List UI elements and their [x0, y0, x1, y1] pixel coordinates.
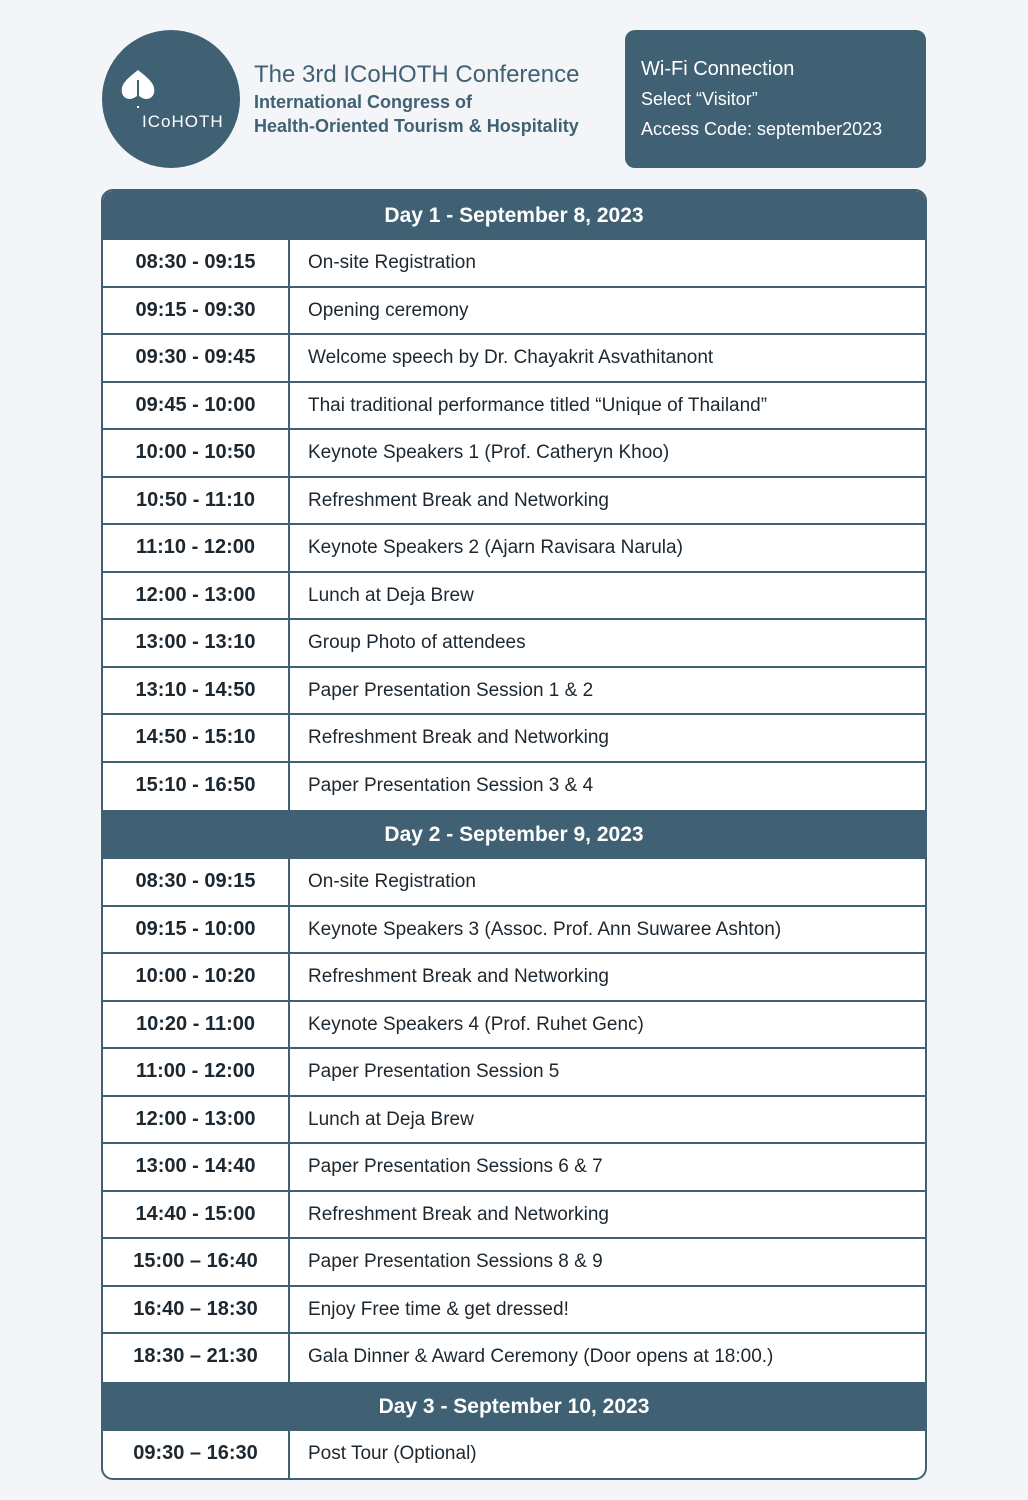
- time-cell: 11:10 - 12:00: [103, 525, 290, 571]
- time-cell: 09:30 – 16:30: [103, 1431, 290, 1479]
- event-cell: Lunch at Deja Brew: [308, 1108, 474, 1130]
- event-cell: On-site Registration: [308, 252, 476, 273]
- time-cell: 13:00 - 13:10: [103, 620, 290, 666]
- event-cell: Welcome speech by Dr. Chayakrit Asvathitanont: [308, 347, 714, 368]
- table-row: [103, 1002, 925, 1050]
- table-row: [103, 335, 925, 383]
- time-cell: 14:40 - 15:00: [103, 1192, 290, 1238]
- title-block: [254, 60, 579, 138]
- table-row: [103, 240, 925, 288]
- event-cell: Gala Dinner & Award Ceremony (Door opens at 18:00.): [308, 1346, 774, 1367]
- time-cell: 10:00 - 10:20: [103, 954, 290, 1000]
- event-cell: Paper Presentation Session 3 & 4: [308, 774, 594, 796]
- table-row: [103, 1334, 925, 1382]
- event-cell: Keynote Speakers 3 (Assoc. Prof. Ann Suwaree Ashton): [308, 918, 782, 940]
- time-cell: 12:00 - 13:00: [103, 1097, 290, 1143]
- table-row: [103, 1431, 925, 1479]
- table-row: [103, 478, 925, 526]
- table-row: [103, 1192, 925, 1240]
- time-cell: 10:20 - 11:00: [103, 1002, 290, 1048]
- wifi-title: Wi-Fi Connection: [641, 58, 795, 80]
- table-row: [103, 383, 925, 431]
- event-cell: Paper Presentation Sessions 8 & 9: [308, 1251, 603, 1272]
- leaf-icon: [118, 68, 158, 108]
- wifi-select: Select “Visitor”: [641, 89, 758, 109]
- table-row: [103, 715, 925, 763]
- table-row: [103, 907, 925, 955]
- table-row: [103, 620, 925, 668]
- event-cell: Post Tour (Optional): [308, 1442, 477, 1464]
- event-cell: Lunch at Deja Brew: [308, 584, 474, 606]
- time-cell: 08:30 - 09:15: [103, 859, 290, 905]
- table-row: [103, 763, 925, 811]
- event-cell: Refreshment Break and Networking: [308, 966, 609, 987]
- conference-subtitle-line2: Health-Oriented Tourism & Hospitality: [254, 116, 579, 136]
- time-cell: 09:15 - 09:30: [103, 288, 290, 334]
- time-cell: 18:30 – 21:30: [103, 1334, 290, 1382]
- time-cell: 13:10 - 14:50: [103, 668, 290, 714]
- table-row: [103, 668, 925, 716]
- table-row: [103, 288, 925, 336]
- time-cell: 08:30 - 09:15: [103, 240, 290, 286]
- day-header: Day 1 - September 8, 2023: [103, 191, 925, 240]
- time-cell: 10:00 - 10:50: [103, 430, 290, 476]
- event-cell: Opening ceremony: [308, 299, 469, 321]
- event-cell: Group Photo of attendees: [308, 632, 526, 653]
- event-cell: Paper Presentation Session 1 & 2: [308, 679, 594, 701]
- table-row: [103, 573, 925, 621]
- time-cell: 11:00 - 12:00: [103, 1049, 290, 1095]
- event-cell: Refreshment Break and Networking: [308, 1203, 609, 1225]
- table-row: [103, 1239, 925, 1287]
- table-row: [103, 954, 925, 1002]
- event-cell: Paper Presentation Session 5: [308, 1061, 560, 1082]
- schedule-table: [101, 189, 927, 1480]
- table-row: [103, 525, 925, 573]
- time-cell: 09:15 - 10:00: [103, 907, 290, 953]
- conference-title: The 3rd ICoHOTH Conference: [254, 61, 580, 88]
- table-row: [103, 1049, 925, 1097]
- event-cell: Thai traditional performance titled “Unique of Thailand”: [308, 394, 768, 416]
- event-cell: Keynote Speakers 1 (Prof. Catheryn Khoo): [308, 442, 670, 463]
- conference-subtitle-line1: International Congress of: [254, 92, 473, 112]
- time-cell: 13:00 - 14:40: [103, 1144, 290, 1190]
- table-row: [103, 859, 925, 907]
- time-cell: 09:30 - 09:45: [103, 335, 290, 381]
- page-header: [0, 0, 1028, 190]
- event-cell: Paper Presentation Sessions 6 & 7: [308, 1156, 603, 1177]
- event-cell: Refreshment Break and Networking: [308, 727, 609, 748]
- logo-text: ICoHOTH: [142, 112, 224, 131]
- table-row: [103, 430, 925, 478]
- conference-logo: [102, 30, 240, 168]
- table-row: [103, 1097, 925, 1145]
- time-cell: 15:10 - 16:50: [103, 763, 290, 811]
- wifi-info-card: [625, 30, 926, 168]
- time-cell: 12:00 - 13:00: [103, 573, 290, 619]
- table-row: [103, 1144, 925, 1192]
- time-cell: 09:45 - 10:00: [103, 383, 290, 429]
- time-cell: 15:00 – 16:40: [103, 1239, 290, 1285]
- day-header: Day 2 - September 9, 2023: [103, 810, 925, 859]
- time-cell: 14:50 - 15:10: [103, 715, 290, 761]
- time-cell: 10:50 - 11:10: [103, 478, 290, 524]
- table-row: [103, 1287, 925, 1335]
- time-cell: 16:40 – 18:30: [103, 1287, 290, 1333]
- event-cell: Enjoy Free time & get dressed!: [308, 1298, 569, 1320]
- wifi-access-code: Access Code: september2023: [641, 119, 883, 139]
- day-header: Day 3 - September 10, 2023: [103, 1382, 925, 1431]
- event-cell: Refreshment Break and Networking: [308, 489, 609, 511]
- event-cell: Keynote Speakers 4 (Prof. Ruhet Genc): [308, 1013, 644, 1035]
- event-cell: Keynote Speakers 2 (Ajarn Ravisara Narula): [308, 537, 683, 558]
- event-cell: On-site Registration: [308, 871, 476, 892]
